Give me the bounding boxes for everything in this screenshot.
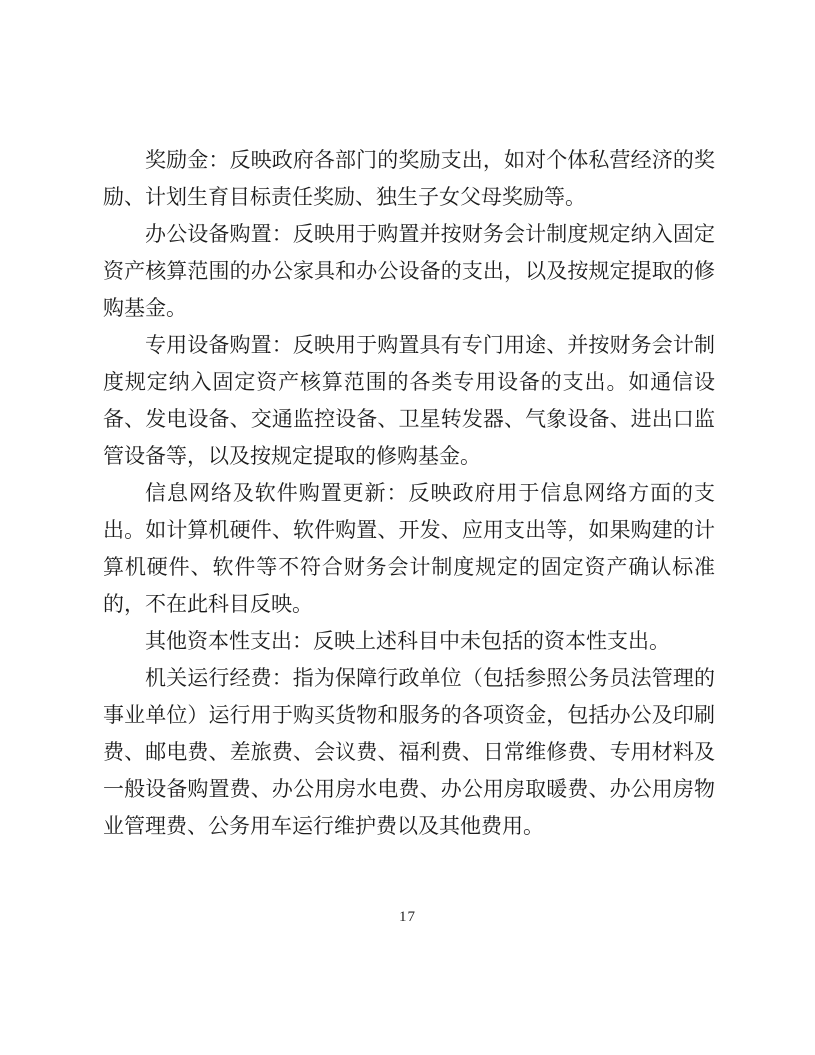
page-footer xyxy=(0,908,815,926)
paragraph-information-network-software: 信息网络及软件购置更新：反映政府用于信息网络方面的支出。如计算机硬件、软件购置、开发、应用支出等，如果购建的计算机硬件、软件等不符合财务会计制度规定的固定资产确认标准的，不在此科目反映。 xyxy=(103,481,715,616)
paragraph-agency-operating-funds: 机关运行经费：指为保障行政单位（包括参照公务员法管理的事业单位）运行用于购买货物和服务的各项资金，包括办公及印刷费、邮电费、差旅费、会议费、福利费、日常维修费、专用材料及一般设备购置费、办公用房水电费、办公用房取暖费、办公用房物业管理费、公务用车运行维护费以及其他费用。 xyxy=(103,666,715,838)
paragraph-special-equipment-purchase: 专用设备购置：反映用于购置具有专门用途、并按财务会计制度规定纳入固定资产核算范围的各类专用设备的支出。如通信设备、发电设备、交通监控设备、卫星转发器、气象设备、进出口监管设备等，以及按规定提取的修购基金。 xyxy=(103,333,715,468)
paragraph-other-capital-expenditure: 其他资本性支出：反映上述科目中未包括的资本性支出。 xyxy=(145,629,670,653)
page-number: 17 xyxy=(399,909,416,925)
paragraph-office-equipment-purchase: 办公设备购置：反映用于购置并按财务会计制度规定纳入固定资产核算范围的办公家具和办公设备的支出，以及按规定提取的修购基金。 xyxy=(103,222,715,320)
paragraph-reward-funds: 奖励金：反映政府各部门的奖励支出，如对个体私营经济的奖励、计划生育目标责任奖励、独生子女父母奖励等。 xyxy=(103,148,715,209)
document-body xyxy=(103,142,715,845)
